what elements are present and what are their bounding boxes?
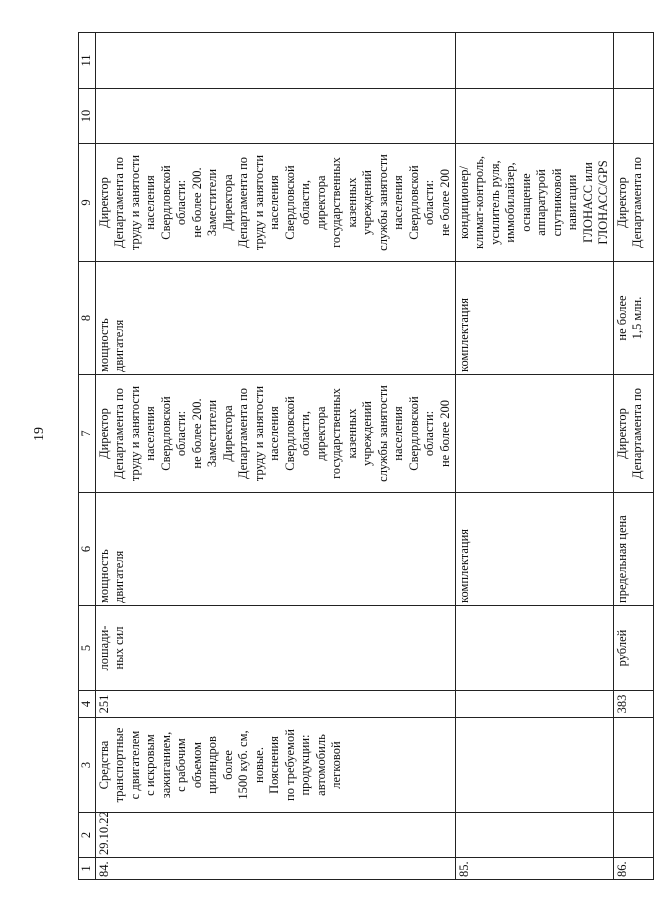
cell-line: с рабочим: [174, 738, 188, 792]
header-cell: 2: [79, 813, 96, 858]
cell-line: Свердловской: [282, 396, 297, 471]
header-cell: 7: [79, 375, 96, 493]
function-cell: [613, 33, 653, 89]
cell-line: спутниковой: [549, 168, 564, 237]
cell-line: ГЛОНАСС или: [580, 162, 595, 243]
okei-code-cell: 383: [613, 691, 653, 718]
cell-line: учреждений: [360, 401, 374, 466]
cell-line: ных сил: [112, 626, 126, 670]
cell-line: Директор: [96, 177, 111, 228]
cell-line: казенных: [344, 408, 359, 459]
cell-line: иммобилайзер,: [503, 162, 517, 243]
cell-line: легковой: [329, 741, 343, 789]
cell-line: Свердловской: [406, 396, 421, 471]
cell-line: Пояснения: [267, 736, 281, 794]
cell-line: Директор: [614, 408, 629, 459]
function-cell: [95, 33, 455, 89]
table-row: [455, 33, 613, 880]
cell-line: Средства: [96, 740, 111, 790]
header-cell: 5: [79, 606, 96, 691]
value-cell: [455, 144, 613, 262]
cell-line: продукции:: [298, 734, 312, 796]
cell-line: Департамента по: [112, 156, 126, 249]
cell-line: цилиндров: [205, 736, 219, 794]
cell-line: Департамента по: [630, 387, 644, 480]
cell-line: труду и занятости: [251, 385, 266, 482]
cell-line: государственных: [329, 388, 343, 479]
cell-line: новые.: [251, 747, 266, 783]
cell-line: транспортные: [112, 727, 126, 803]
header-cell: 4: [79, 691, 96, 718]
header-cell: 9: [79, 144, 96, 262]
characteristic-cell: [95, 262, 455, 375]
cell-line: труду и занятости: [251, 154, 266, 251]
cell-line: учреждений: [360, 170, 374, 235]
okei-code-cell: [455, 691, 613, 718]
cell-line: двигателя: [112, 550, 126, 603]
cell-line: по требуемой: [282, 729, 297, 801]
characteristic-cell: комплектация: [455, 262, 613, 375]
cell-line: мощность: [96, 549, 111, 603]
cell-line: Директор: [96, 408, 111, 459]
cell-line: лошади-: [96, 625, 111, 671]
cell-line: климат-контроль,: [472, 155, 486, 250]
cell-line: Директор: [614, 177, 629, 228]
cell-line: оснащение: [518, 173, 533, 232]
cell-line: населения: [143, 175, 157, 230]
justification-cell: [95, 89, 455, 144]
cell-line: населения: [267, 406, 281, 461]
cell-line: двигателя: [112, 319, 126, 372]
cell-line: Департамента по: [236, 387, 250, 480]
cell-line: автомобиль: [313, 734, 328, 796]
cell-line: 1,5 млн.: [630, 296, 644, 340]
code-cell: 29.10.22: [95, 813, 455, 858]
cell-line: населения: [391, 406, 405, 461]
cell-line: навигации: [565, 174, 579, 231]
cell-line: не более 200.: [189, 167, 204, 238]
cell-line: не более 200.: [189, 398, 204, 469]
characteristic-cell: предельная цена: [613, 493, 653, 606]
row-number: 85.: [455, 858, 613, 880]
procurement-requirements-table: [78, 32, 654, 880]
cell-line: области:: [422, 179, 436, 226]
cell-line: труду и занятости: [127, 385, 142, 482]
cell-line: директора: [313, 175, 328, 230]
table-row: [613, 33, 653, 880]
cell-line: области,: [298, 411, 312, 456]
table-row: [95, 33, 455, 880]
cell-line: 1500 куб. см,: [236, 730, 250, 800]
cell-line: Директора: [220, 174, 235, 231]
value-cell: [95, 375, 455, 493]
justification-cell: [455, 89, 613, 144]
header-row: [79, 33, 96, 880]
characteristic-cell: комплектация: [455, 493, 613, 606]
cell-line: населения: [391, 175, 405, 230]
cell-line: мощность: [96, 318, 111, 372]
code-cell: [613, 813, 653, 858]
cell-line: ГЛОНАСС/GPS: [596, 160, 610, 245]
value-cell: [613, 144, 653, 262]
value-cell: [455, 375, 613, 493]
value-cell: [95, 144, 455, 262]
cell-line: директора: [313, 406, 328, 461]
cell-line: области:: [174, 410, 188, 457]
okei-code-cell: 251: [95, 691, 455, 718]
value-cell: [613, 375, 653, 493]
rotated-table-sheet: [78, 33, 644, 880]
characteristic-cell: [95, 493, 455, 606]
code-cell: [455, 813, 613, 858]
cell-line: Свердловской: [158, 396, 173, 471]
cell-line: аппаратурой: [534, 169, 548, 236]
cell-line: Заместители: [205, 168, 219, 237]
cell-line: не более 200: [437, 168, 452, 237]
cell-line: Свердловской: [406, 165, 421, 240]
cell-line: Департамента по: [112, 387, 126, 480]
cell-line: Свердловской: [282, 165, 297, 240]
header-cell: 3: [79, 718, 96, 813]
row-number: 84.: [95, 858, 455, 880]
cell-line: объемом: [189, 741, 204, 789]
header-cell: 10: [79, 89, 96, 144]
characteristic-cell: [613, 262, 653, 375]
header-cell: 1: [79, 858, 96, 880]
unit-cell: рублей: [613, 606, 653, 691]
header-cell: 11: [79, 33, 96, 89]
cell-line: более: [220, 750, 235, 780]
cell-line: Директора: [220, 405, 235, 462]
cell-line: службы занятости: [375, 154, 390, 251]
cell-line: населения: [143, 406, 157, 461]
cell-line: службы занятости: [375, 385, 390, 482]
cell-line: области:: [174, 179, 188, 226]
cell-line: государственных: [329, 157, 343, 248]
function-cell: [455, 33, 613, 89]
justification-cell: [613, 89, 653, 144]
cell-line: казенных: [344, 177, 359, 228]
cell-line: не более: [614, 295, 629, 341]
unit-cell: [455, 606, 613, 691]
row-number: 86.: [613, 858, 653, 880]
cell-line: населения: [267, 175, 281, 230]
cell-line: усилитель руля,: [487, 160, 502, 245]
product-name-cell: [455, 718, 613, 813]
cell-line: с двигателем: [127, 730, 142, 800]
header-cell: 8: [79, 262, 96, 375]
cell-line: Свердловской: [158, 165, 173, 240]
cell-line: области:: [422, 410, 436, 457]
cell-line: Департамента по: [630, 156, 644, 249]
product-name-cell: [613, 718, 653, 813]
cell-line: труду и занятости: [127, 154, 142, 251]
cell-line: не более 200: [437, 399, 452, 468]
cell-line: области,: [298, 180, 312, 225]
header-cell: 6: [79, 493, 96, 606]
cell-line: Заместители: [205, 399, 219, 468]
product-name-cell: [95, 718, 455, 813]
unit-cell: [95, 606, 455, 691]
cell-line: с искровым: [143, 734, 157, 796]
cell-line: зажиганием,: [158, 731, 173, 799]
page-number: 19: [32, 427, 47, 441]
cell-line: Департамента по: [236, 156, 250, 249]
cell-line: кондиционер/: [456, 165, 471, 240]
